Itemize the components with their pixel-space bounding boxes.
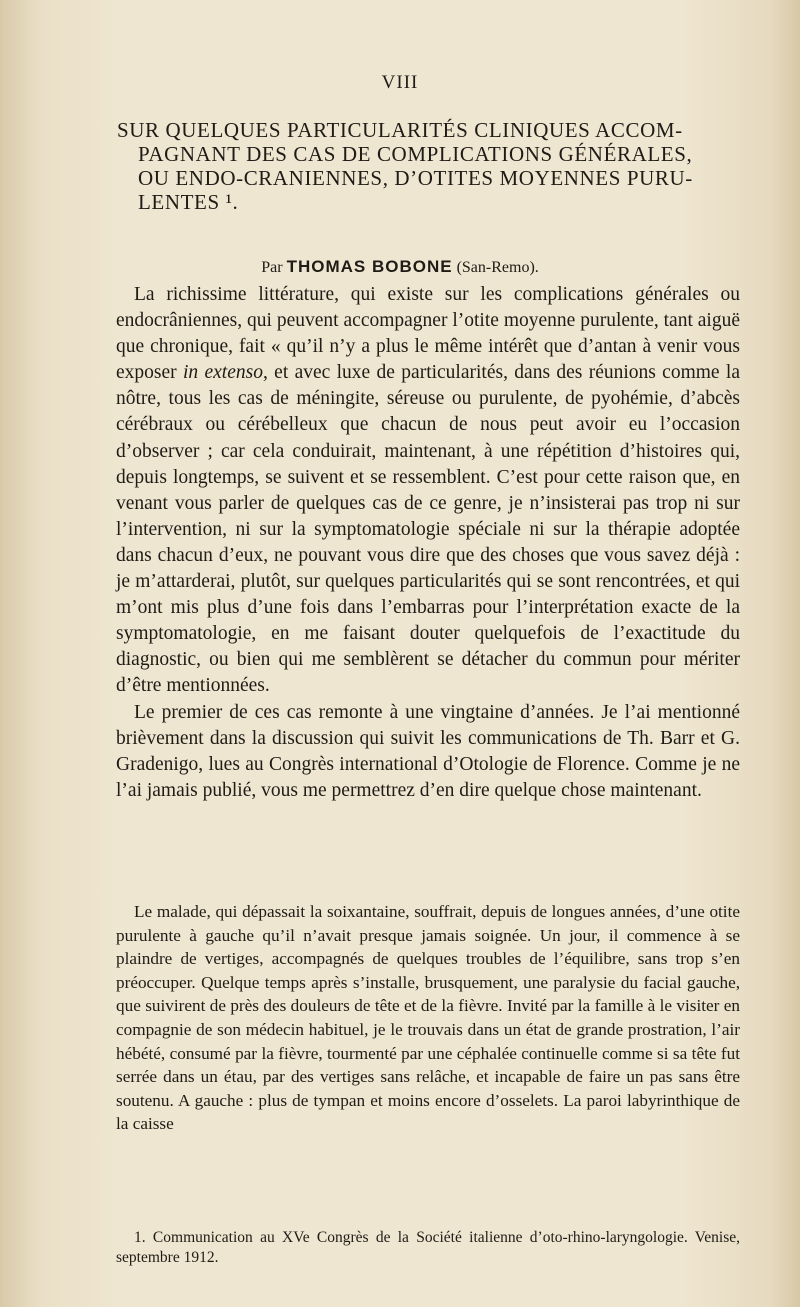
title-line: LENTES ¹. [138, 190, 239, 214]
case-paragraph: Le malade, qui dépassait la soixantaine, souffrait, depuis de longues années, d’une otite purulente à gauche qu’il n’avait presque jamais soignée. Un jour, il commence à se plaindre de vertiges, accompagnés de quelques troubles de l’équilibre, sans trop s’en préoccuper. Quelque temps après s’installe, brusquement, une paralysie du facial gauche, que suivirent de près des douleurs de tête et de la fièvre. Invité par la famille à le visiter en compagnie de son médecin habituel, je le trouvais dans un état de grande prostration, l’air hébété, consumé par la fièvre, tourmenté par une céphalée continuelle comme si sa tête fut serrée dans un étau, par des vertiges sans relâche, et incapable de faire un pas sans être soutenu. A gauche : plus de tympan et moins encore d’osselets. La paroi labyrinthique de la caisse [116, 902, 740, 1134]
byline-prefix: Par [261, 259, 287, 276]
author-place: (San-Remo). [452, 259, 539, 276]
title-line: PAGNANT DES CAS DE COMPLICATIONS GÉNÉRALES, [138, 142, 693, 166]
paragraph: Le premier de ces cas remonte à une vingtaine d’années. Je l’ai mentionné brièvement dans la discussion qui suivit les communications de Th. Barr et G. Gradenigo, lues au Congrès international d’Otologie de Florence. Comme je ne l’ai jamais publié, vous me permettrez d’en dire quelque chose maintenant. [116, 701, 740, 801]
paragraph [116, 282, 740, 700]
title-line: OU ENDO-CRANIENNES, D’OTITES MOYENNES PURU- [138, 166, 693, 190]
author-name: THOMAS BOBONE [286, 257, 453, 276]
paragraph-text: La richissime littérature, qui existe sur les complications générales ou endocrâniennes, qui peuvent accompagner l’otite moyenne purulente, tant aiguë que chronique, fait « qu’il n’y a plus le même intérêt que d’antan à venir vous exposer [116, 284, 740, 384]
case-report [116, 900, 740, 1136]
byline [0, 257, 800, 277]
title-line: SUR QUELQUES PARTICULARITÉS CLINIQUES ACCOM- [117, 118, 683, 142]
italic-phrase: in extenso [182, 362, 263, 384]
article-title [117, 118, 747, 214]
footnote-text: 1. Communication au XVe Congrès de la Société italienne d’oto-rhino-laryngologie. Venise, septembre 1912. [116, 1229, 740, 1266]
main-text [116, 282, 740, 804]
paragraph-text: , et avec luxe de particularités, dans des réunions comme la nôtre, tous les cas de méningite, séreuse ou purulente, de pyohémie, d’abcès cérébraux ou cérébelleux que chacun de nous peut avoir eu l’occasion d’observer ; car cela conduirait, maintenant, à une répétition d’histoires qui, depuis longtemps, se suivent et se ressemblent. C’est pour cette raison que, en venant vous parler de quelques cas de ce genre, je n’insisterai pas trop ni sur l’intervention, ni sur la symptomatologie spéciale ni sur la thérapie adoptée dans chacun d’eux, ne pouvant vous dire que des choses que vous savez déjà : je m’attarderai, plutôt, sur quelques particularités qui se sont rencontrées, et qui m’ont mis plus d’une fois dans l’embarras pour l’interprétation exacte de la symptomatologie, en me faisant douter quelquefois de l’exactitude du diagnostic, ou bien qui me semblèrent se détacher du commun pour mériter d’être mentionnées. [116, 362, 740, 697]
page-number: VIII [381, 72, 419, 93]
footnote [116, 1228, 740, 1268]
